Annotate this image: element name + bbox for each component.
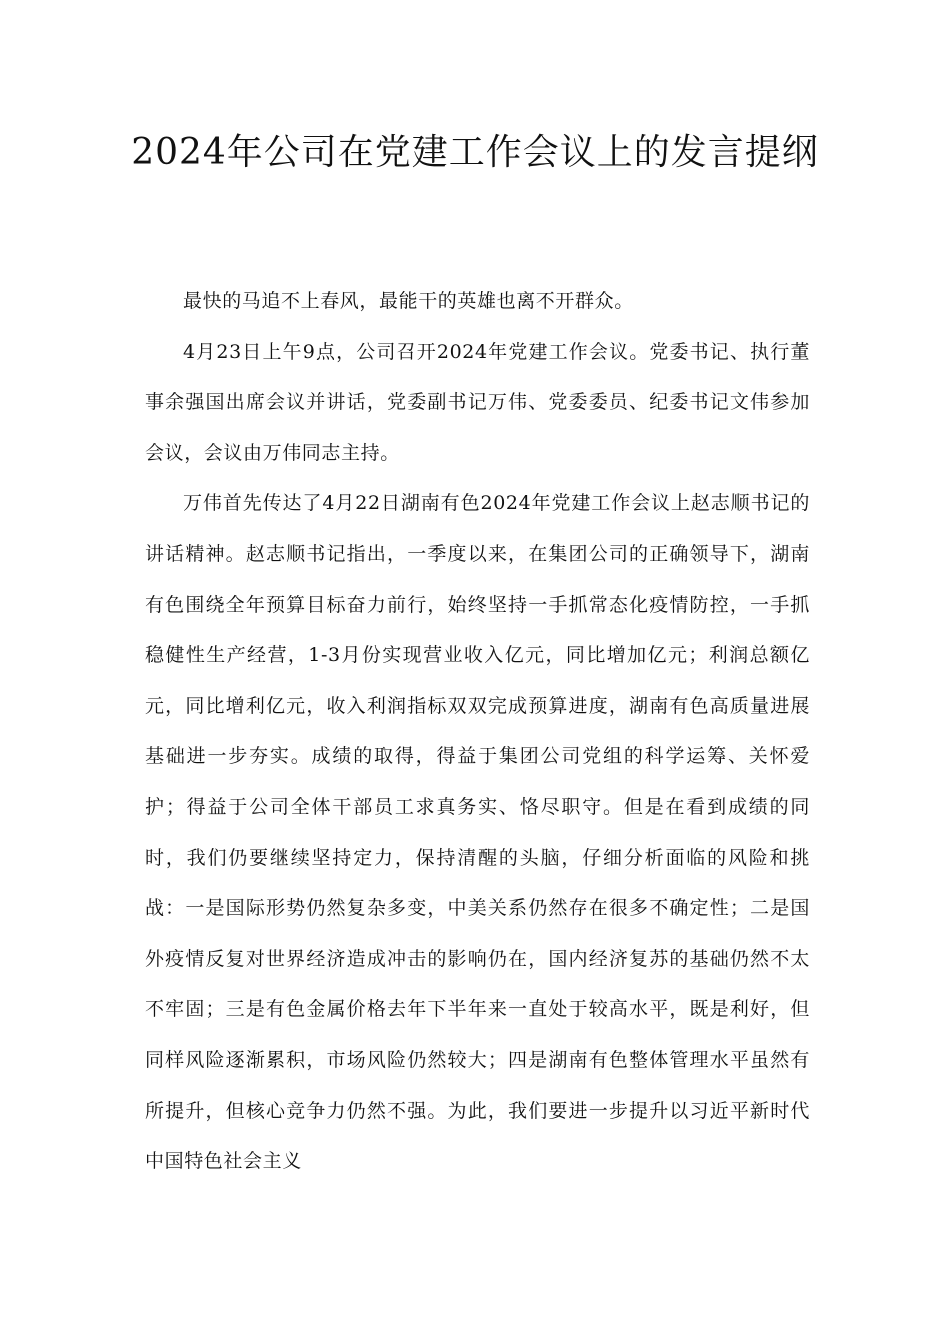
document-title: 2024年公司在党建工作会议上的发言提纲 [131,132,819,173]
paragraph-2: 4月23日上午9点，公司召开2024年党建工作会议。党委书记、执行董事余强国出席会议并讲话，党委副书记万伟、党委委员、纪委书记文伟参加会议，会议由万伟同志主持。 [145,340,810,464]
paragraph-3: 万伟首先传达了4月22日湖南有色2024年党建工作会议上赵志顺书记的讲话精神。赵志顺书记指出，一季度以来，在集团公司的正确领导下，湖南有色围绕全年预算目标奋力前行，始终坚持一手抓常态化疫情防控，一手抓稳健性生产经营，1-3月份实现营业收入亿元，同比增加亿元；利润总额亿元，同比增利亿元，收入利润指标双双完成预算进度，湖南有色高质量进展基础进一步夯实。成绩的取得，得益于集团公司党组的科学运筹、关怀爱护；得益于公司全体干部员工求真务实、恪尽职守。但是在看到成绩的同时，我们仍要继续坚持定力，保持清醒的头脑，仔细分析面临的风险和挑战：一是国际形势仍然复杂多变，中美关系仍然存在很多不确定性；二是国外疫情反复对世界经济造成冲击的影响仍在，国内经济复苏的基础仍然不太不牢固；三是有色金属价格去年下半年来一直处于较高水平，既是利好，但同样风险逐渐累积，市场风险仍然较大；四是湖南有色整体管理水平虽然有所提升，但核心竞争力仍然不强。为此，我们要进一步提升以习近平新时代中国特色社会主义 [145,492,810,1173]
paragraph-1: 最快的马追不上春风，最能干的英雄也离不开群众。 [183,290,634,312]
document-body [145,276,810,1187]
